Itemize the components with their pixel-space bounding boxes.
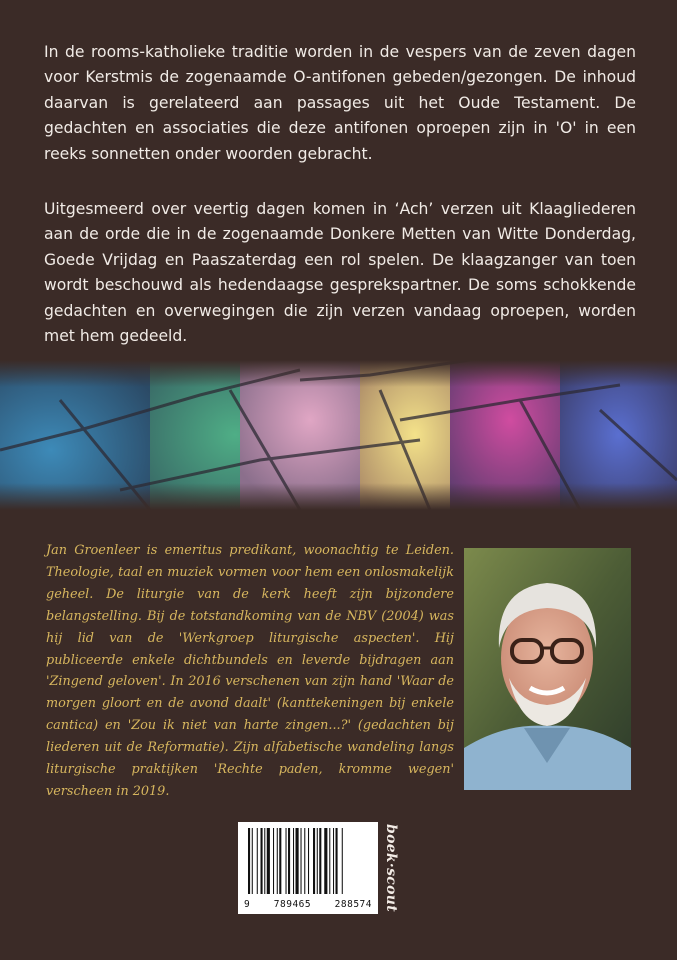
barcode-digit-group-2: 288574 (334, 899, 372, 910)
barcode-bar (301, 828, 302, 894)
barcode-bar (317, 828, 318, 894)
isbn-barcode (238, 822, 378, 914)
barcode-bar (319, 828, 321, 894)
barcode-bar (261, 828, 263, 894)
barcode-bar (264, 828, 265, 894)
barcode-bar (308, 828, 309, 894)
barcode-bar (304, 828, 305, 894)
barcode-bar (324, 828, 327, 894)
barcode-bar (273, 828, 274, 894)
publisher-name: boek·scout (383, 824, 399, 912)
barcode-bar (342, 828, 343, 894)
author-bio: Jan Groenleer is emeritus predikant, woonachtig te Leiden. Theologie, taal en muziek vormen voor hem een onlosmakelijk geheel. De liturgie van de kerk heeft zijn bijzondere belangstelling. Bij de totstandkoming van de NBV (2004) was hij lid van de 'Werkgroep liturgische aspecten'. Hij publiceerde enkele dichtbundels en leverde bijdragen aan 'Zingend geloven'. In 2016 verschenen van zijn hand 'Waar de morgen gloort en de avond daalt' (kanttekeningen bij enkele cantica) en 'Zou ik niet van harte zingen...?' (gedachten bij liederen uit de Reformatie). Zijn alfabetische wandeling langs liturgische praktijken 'Rechte paden, kromme wegen' verscheen in 2019. (46, 543, 454, 799)
barcode-bar (336, 828, 338, 894)
barcode-bars (246, 828, 370, 894)
author-portrait-photo (464, 548, 631, 790)
barcode-bar (313, 828, 315, 894)
barcode-bar (286, 828, 287, 894)
barcode-bar (293, 828, 294, 894)
publisher-logo (381, 820, 401, 916)
barcode-digits (244, 899, 372, 910)
barcode-bar (257, 828, 258, 894)
barcode-bar (296, 828, 299, 894)
stained-glass-floor-image (0, 360, 677, 510)
barcode-bar (252, 828, 253, 894)
barcode-bar (329, 828, 330, 894)
barcode-bar (288, 828, 290, 894)
barcode-bar (248, 828, 250, 894)
barcode-bar (267, 828, 270, 894)
barcode-bar (333, 828, 334, 894)
intro-paragraph-2: Uitgesmeerd over veertig dagen komen in ‘Ach’ verzen uit Klaagliederen aan de orde die in de zogenaamde Donkere Metten van Witte Donderdag, Goede Vrijdag en Paaszaterdag een rol spelen. De klaagzanger van toen wordt beschouwd als hedendaagse gesprekspartner. De soms schokkende gedachten en overwegingen die zijn verzen vandaag oproepen, worden met hem gedeeld. (44, 200, 636, 346)
intro-paragraph-1: In de rooms-katholieke traditie worden in de vespers van de zeven dagen voor Kerstmis de zogenaamde O-antifonen gebeden/gezongen. De inhoud daarvan is gerelateerd aan passages uit het Oude Testament. De gedachten en associaties die deze antifonen oproepen zijn in 'O' in een reeks sonnetten onder woorden gebracht. (44, 43, 636, 163)
barcode-bar (277, 828, 278, 894)
barcode-digit-group-1: 789465 (273, 899, 312, 910)
barcode-bar (279, 828, 281, 894)
barcode-digit-first: 9 (244, 899, 251, 910)
